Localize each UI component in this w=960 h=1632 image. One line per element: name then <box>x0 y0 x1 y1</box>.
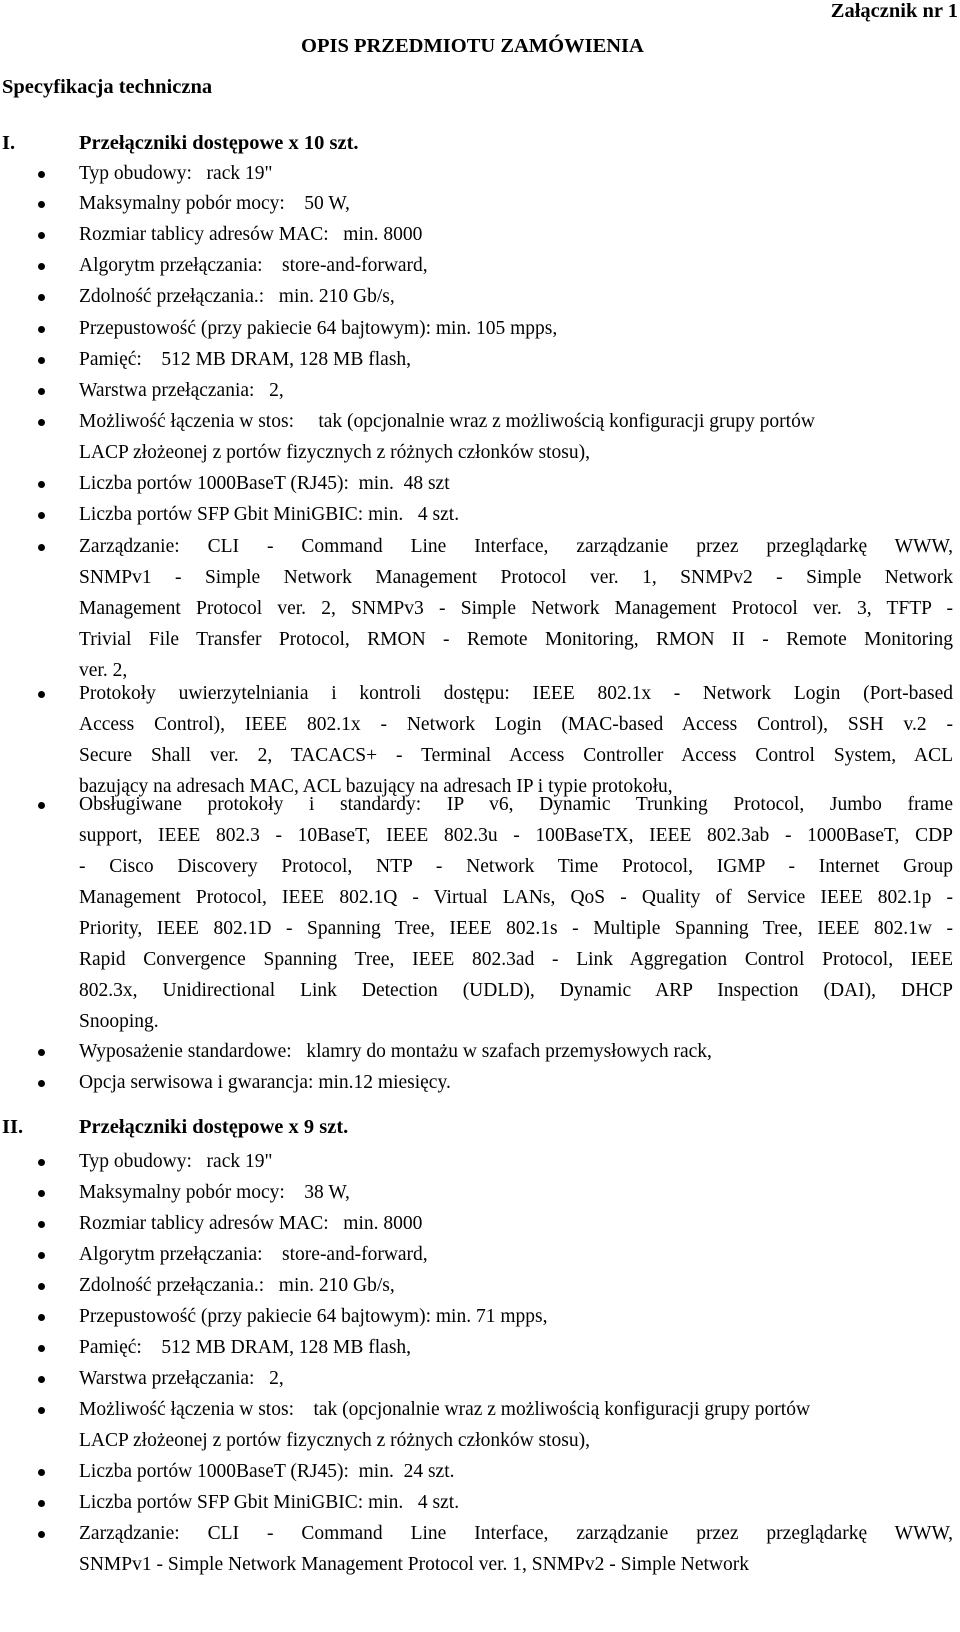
spec-item <box>79 531 953 686</box>
spec-title: Specyfikacja techniczna <box>2 76 213 98</box>
bullet-icon <box>38 419 45 426</box>
spec-item <box>79 250 953 281</box>
bullet-icon <box>38 357 45 364</box>
spec-item <box>79 344 953 375</box>
spec-item-line: LACP złożeonej z portów fizycznych z różnych członków stosu), <box>79 1430 590 1451</box>
bullet-icon <box>38 232 45 239</box>
bullet-icon <box>38 1049 45 1056</box>
bullet-icon <box>38 1376 45 1383</box>
spec-item-line: Przepustowość (przy pakiecie 64 bajtowym): min. 71 mpps, <box>79 1306 548 1327</box>
spec-item-line: Liczba portów SFP Gbit MiniGBIC: min. 4 szt. <box>79 504 460 525</box>
spec-item <box>79 158 953 189</box>
bullet-icon <box>38 326 45 333</box>
spec-item-line: Management Protocol ver. 2, SNMPv3 - Simple Network Management Protocol ver. 3, TFTP - <box>79 598 953 619</box>
spec-item-line: Wyposażenie standardowe: klamry do montażu w szafach przemysłowych rack, <box>79 1041 712 1062</box>
spec-item <box>79 1146 953 1177</box>
bullet-icon <box>38 1221 45 1228</box>
spec-item-line: SNMPv1 - Simple Network Management Protocol ver. 1, SNMPv2 - Simple Network <box>79 1554 749 1575</box>
spec-item-line: Typ obudowy: rack 19" <box>79 163 273 184</box>
spec-item <box>79 1067 953 1098</box>
spec-item <box>79 1270 953 1301</box>
spec-item-line: Management Protocol, IEEE 802.1Q - Virtual LANs, QoS - Quality of Service IEEE 802.1p - <box>79 887 953 908</box>
bullet-icon <box>38 388 45 395</box>
spec-item-line: Warstwa przełączania: 2, <box>79 1368 284 1389</box>
spec-item-line: Możliwość łączenia w stos: tak (opcjonalnie wraz z możliwością konfiguracji grupy portów <box>79 1399 811 1420</box>
spec-item-line: Pamięć: 512 MB DRAM, 128 MB flash, <box>79 1337 412 1358</box>
spec-item <box>79 1301 953 1332</box>
spec-item <box>79 1456 953 1487</box>
spec-item-line: LACP złożeonej z portów fizycznych z różnych członków stosu), <box>79 442 590 463</box>
spec-item-line: Access Control), IEEE 802.1x - Network Login (MAC-based Access Control), SSH v.2 - <box>79 714 953 735</box>
bullet-icon <box>38 481 45 488</box>
spec-item-line: Maksymalny pobór mocy: 50 W, <box>79 193 350 214</box>
spec-item <box>79 313 953 344</box>
document-title: OPIS PRZEDMIOTU ZAMÓWIENIA <box>301 35 644 57</box>
bullet-icon <box>38 1252 45 1259</box>
spec-item <box>79 1394 953 1456</box>
section-number: II. <box>2 1116 24 1138</box>
spec-item-line: Maksymalny pobór mocy: 38 W, <box>79 1182 350 1203</box>
spec-item-line: Algorytm przełączania: store-and-forward, <box>79 255 428 276</box>
spec-item-line: Przepustowość (przy pakiecie 64 bajtowym): min. 105 mpps, <box>79 318 558 339</box>
section-number: I. <box>2 132 16 154</box>
spec-item-line: Pamięć: 512 MB DRAM, 128 MB flash, <box>79 349 412 370</box>
bullet-icon <box>38 1159 45 1166</box>
bullet-icon <box>38 1407 45 1414</box>
bullet-icon <box>38 1314 45 1321</box>
spec-item <box>79 1177 953 1208</box>
bullet-icon <box>38 802 45 809</box>
spec-item-line: Protokoły uwierzytelniania i kontroli dostępu: IEEE 802.1x - Network Login (Port-based <box>79 683 953 704</box>
spec-item-line: Priority, IEEE 802.1D - Spanning Tree, IEEE 802.1s - Multiple Spanning Tree, IEEE 802.1w - <box>79 918 953 939</box>
spec-item <box>79 1487 953 1518</box>
bullet-icon <box>38 201 45 208</box>
section-title: Przełączniki dostępowe x 10 szt. <box>79 132 359 154</box>
spec-item-line: Typ obudowy: rack 19" <box>79 1151 273 1172</box>
bullet-icon <box>38 512 45 519</box>
spec-item-line: ver. 2, <box>79 660 128 681</box>
spec-item-line: Warstwa przełączania: 2, <box>79 380 284 401</box>
spec-item <box>79 219 953 250</box>
spec-item <box>79 1036 953 1067</box>
spec-item <box>79 678 953 802</box>
spec-item-line: Liczba portów SFP Gbit MiniGBIC: min. 4 szt. <box>79 1492 460 1513</box>
spec-item-line: Liczba portów 1000BaseT (RJ45): min. 48 szt <box>79 473 450 494</box>
spec-item-line: Rapid Convergence Spanning Tree, IEEE 802.3ad - Link Aggregation Control Protocol, IEEE <box>79 949 953 970</box>
spec-item <box>79 789 953 1037</box>
bullet-icon <box>38 691 45 698</box>
bullet-icon <box>38 1080 45 1087</box>
spec-item-line: Zarządzanie: CLI - Command Line Interface, zarządzanie przez przeglądarkę WWW, <box>79 536 953 557</box>
spec-item-line: Algorytm przełączania: store-and-forward, <box>79 1244 428 1265</box>
spec-item-line: Rozmiar tablicy adresów MAC: min. 8000 <box>79 224 423 245</box>
spec-item <box>79 281 953 312</box>
spec-item-line: 802.3x, Unidirectional Link Detection (UDLD), Dynamic ARP Inspection (DAI), DHCP <box>79 980 953 1001</box>
spec-item-line: Zdolność przełączania.: min. 210 Gb/s, <box>79 1275 395 1296</box>
spec-item-line: support, IEEE 802.3 - 10BaseT, IEEE 802.3u - 100BaseTX, IEEE 802.3ab - 1000BaseT, CDP <box>79 825 953 846</box>
spec-item-line: Obsługiwane protokoły i standardy: IP v6, Dynamic Trunking Protocol, Jumbo frame <box>79 794 953 815</box>
spec-item-line: Liczba portów 1000BaseT (RJ45): min. 24 szt. <box>79 1461 455 1482</box>
spec-item-line: Snooping. <box>79 1011 159 1032</box>
section-title: Przełączniki dostępowe x 9 szt. <box>79 1116 349 1138</box>
spec-item-line: Zarządzanie: CLI - Command Line Interface, zarządzanie przez przeglądarkę WWW, <box>79 1523 953 1544</box>
spec-item <box>79 1208 953 1239</box>
spec-item <box>79 1518 953 1580</box>
annex-label: Załącznik nr 1 <box>830 0 958 22</box>
spec-item <box>79 375 953 406</box>
spec-item <box>79 188 953 219</box>
bullet-icon <box>38 171 45 178</box>
spec-item-line: Opcja serwisowa i gwarancja: min.12 miesięcy. <box>79 1072 451 1093</box>
spec-item-line: Trivial File Transfer Protocol, RMON - Remote Monitoring, RMON II - Remote Monitoring <box>79 629 953 650</box>
spec-item <box>79 1332 953 1363</box>
spec-item-line: - Cisco Discovery Protocol, NTP - Network Time Protocol, IGMP - Internet Group <box>79 856 953 877</box>
spec-item-line: Rozmiar tablicy adresów MAC: min. 8000 <box>79 1213 423 1234</box>
bullet-icon <box>38 294 45 301</box>
bullet-icon <box>38 1283 45 1290</box>
spec-item-line: Secure Shall ver. 2, TACACS+ - Terminal Access Controller Access Control System, ACL <box>79 745 953 766</box>
bullet-icon <box>38 1190 45 1197</box>
spec-item <box>79 406 953 468</box>
spec-item-line: bazujący na adresach MAC, ACL bazujący na adresach IP i typie protokołu, <box>79 776 673 797</box>
spec-item-line: Możliwość łączenia w stos: tak (opcjonalnie wraz z możliwością konfiguracji grupy portów <box>79 411 815 432</box>
bullet-icon <box>38 544 45 551</box>
bullet-icon <box>38 1469 45 1476</box>
spec-item-line: Zdolność przełączania.: min. 210 Gb/s, <box>79 286 395 307</box>
bullet-icon <box>38 1345 45 1352</box>
spec-item <box>79 1363 953 1394</box>
bullet-icon <box>38 263 45 270</box>
bullet-icon <box>38 1531 45 1538</box>
bullet-icon <box>38 1500 45 1507</box>
spec-item <box>79 468 953 499</box>
spec-item <box>79 499 953 530</box>
spec-item <box>79 1239 953 1270</box>
spec-item-line: SNMPv1 - Simple Network Management Protocol ver. 1, SNMPv2 - Simple Network <box>79 567 953 588</box>
